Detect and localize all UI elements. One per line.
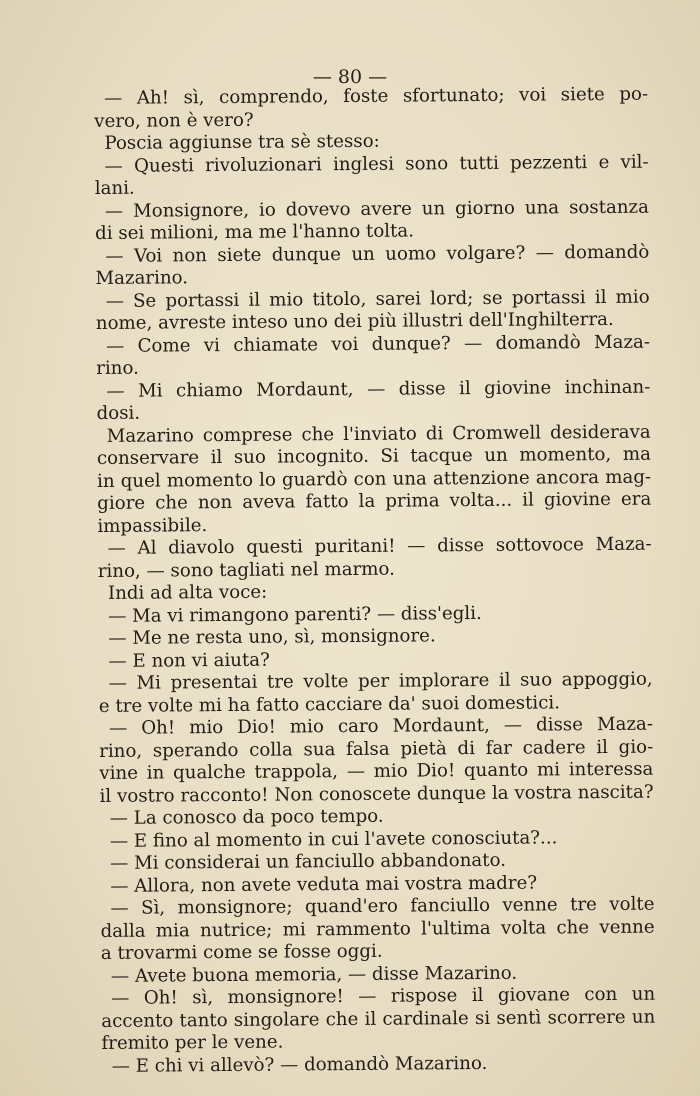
text-line: rino. [96,357,139,379]
text-line: di sei milioni, ma me l'hanno tolta. [95,220,415,244]
text-line: — Ah! sì, comprendo, foste sfortunato; voi siete po- [103,83,649,109]
text-line: — Voi non siete dunque un uomo volgare? — domandò [105,241,650,267]
text-line: — Monsignore, io dovevo avere un giorno una sostanza [104,196,650,222]
text-line: — Al diavolo questi puritani! — disse sottovoce Maza- [107,533,652,559]
text-line: accento tanto singolare che il cardinale si sentì scorrere un [101,1006,656,1032]
text-line: — Mi presentai tre volte per implorare il suo appoggio, [108,668,653,694]
text-line: e tre volte mi ha fatto cacciare da' suoi domestici. [98,691,561,717]
text-line: vine in qualche trappola, — mio Dio! quanto mi interessa [99,758,654,784]
page-text [94,84,656,1078]
text-line: vero, non è vero? [94,109,254,132]
text-line: rino, — sono tagliati nel marmo. [97,558,396,582]
text-line: Mazarino comprese che l'inviato di Cromwell desiderava [106,421,651,447]
text-line: — Come vi chiamate voi dunque? — domandò Maza- [105,331,651,357]
text-line: a trovarmi come se fosse oggi. [100,940,383,964]
text-line: Indi ad alta voce: [107,581,268,604]
text-line: — E non vi aiuta? [108,649,270,672]
text-line: in quel momento lo guardò con una attenzione ancora mag- [97,466,652,492]
text-line: — Sì, monsignore; quand'ero fanciullo venne tre volte [110,893,655,919]
text-line: — Se portassi il mio titolo, sarei lord; se portassi il mio [105,286,650,312]
text-line: — Ma vi rimangono parenti? — diss'egli. [108,602,482,627]
text-line: — E fino al momento in cui l'avete conosciuta?... [109,826,558,852]
text-line: — Oh! mio Dio! mio caro Mordaunt, — disse Maza- [108,713,654,739]
text-line: dalla mia nutrice; mi rammento l'ultima volta che venne [100,916,655,942]
text-line: dosi. [96,402,141,424]
text-line: conservare il suo incognito. Si tacque un momento, ma [96,443,651,469]
text-line: Poscia aggiunse tra sè stesso: [104,130,380,154]
text-line: rino, sperando colla sua falsa pietà di far cadere il gio- [99,736,654,762]
text-line: lani. [94,177,135,199]
text-line: Mazarino. [95,267,189,289]
text-line: — Me ne resta uno, sì, monsignore. [108,625,436,649]
text-line: fremito per le vene. [101,1031,284,1054]
page-number: — 80 — [312,66,388,88]
text-line: — Questi rivoluzionari inglesi sono tutti pezzenti e vil- [104,151,649,177]
text-line: nome, avreste inteso uno dei più illustri dell'Inghilterra. [95,308,614,334]
text-line: — Allora, non avete veduta mai vostra madre? [110,872,538,897]
text-line: — Oh! sì, monsignore! — rispose il giovane con un [111,983,656,1009]
text-line: — Mi chiamo Mordaunt, — disse il giovine inchinan- [106,376,651,402]
text-line: — Avete buona memoria, — disse Mazarino. [110,962,518,987]
text-line: impassibile. [97,514,208,537]
text-line: — Mi considerai un fanciullo abbandonato. [110,849,507,874]
text-line: giore che non aveva fatto la prima volta... il giovine era [97,488,652,514]
text-line: il vostro racconto! Non conoscete dunque la vostra nascita? [99,781,654,807]
text-line: — E chi vi allevò? — domandò Mazarino. [111,1052,488,1077]
text-line: — La conosco da poco tempo. [109,805,384,829]
